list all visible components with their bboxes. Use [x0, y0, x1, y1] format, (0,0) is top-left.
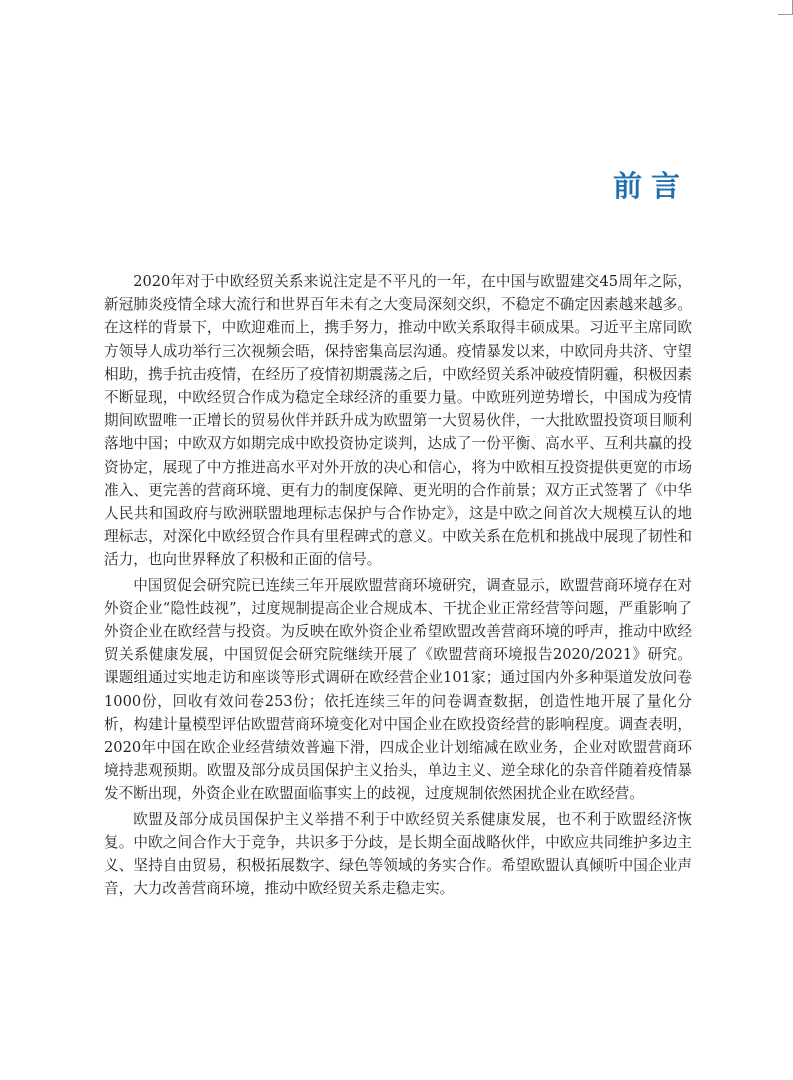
paragraph-2: 中国贸促会研究院已连续三年开展欧盟营商环境研究，调查显示，欧盟营商环境存在对外资企业“隐性歧视”，过度规制提高企业合规成本、干扰企业正常经营等问题，严重影响了外资企业在欧经营与投资。为反映在欧外资企业希望欧盟改善营商环境的呼声，推动中欧经贸关系健康发展，中国贸促会研究院继续开展了《欧盟营商环境报告2020/2021》研究。课题组通过实地走访和座谈等形式调研在欧经营企业101家；通过国内外多种渠道发放问卷1000份，回收有效问卷253份；依托连续三年的问卷调查数据，创造性地开展了量化分析，构建计量模型评估欧盟营商环境变化对中国企业在欧投资经营的影响程度。调查表明，2020年中国在欧企业经营绩效普遍下滑，四成企业计划缩减在欧业务，企业对欧盟营商环境持悲观预期。欧盟及部分成员国保护主义抬头，单边主义、逆全球化的杂音伴随着疫情暴发不断出现，外资企业在欧盟面临事实上的歧视，过度规制依然困扰企业在欧经营。 [104, 576, 692, 803]
page-title: 前言 [612, 169, 689, 203]
paragraph-3: 欧盟及部分成员国保护主义举措不利于中欧经贸关系健康发展，也不利于欧盟经济恢复。中欧之间合作大于竞争，共识多于分歧，是长期全面战略伙伴，中欧应共同维护多边主义、坚持自由贸易，积极拓展数字、绿色等领域的务实合作。希望欧盟认真倾听中国企业声音，大力改善营商环境，推动中欧经贸关系走稳走实。 [104, 810, 692, 898]
paragraph-1: 2020年对于中欧经贸关系来说注定是不平凡的一年，在中国与欧盟建交45周年之际，新冠肺炎疫情全球大流行和世界百年未有之大变局深刻交织，不稳定不确定因素越来越多。在这样的背景下，中欧迎难而上，携手努力，推动中欧关系取得丰硕成果。习近平主席同欧方领导人成功举行三次视频会晤，保持密集高层沟通。疫情暴发以来，中欧同舟共济、守望相助，携手抗击疫情，在经历了疫情初期震荡之后，中欧经贸关系冲破疫情阴霾，积极因素不断显现，中欧经贸合作成为稳定全球经济的重要力量。中欧班列逆势增长，中国成为疫情期间欧盟唯一正增长的贸易伙伴并跃升成为欧盟第一大贸易伙伴，一大批欧盟投资项目顺利落地中国；中欧双方如期完成中欧投资协定谈判，达成了一份平衡、高水平、互利共赢的投资协定，展现了中方推进高水平对外开放的决心和信心，将为中欧相互投资提供更宽的市场准入、更完善的营商环境、更有力的制度保障、更光明的合作前景；双方正式签署了《中华人民共和国政府与欧洲联盟地理标志保护与合作协定》，这是中欧之间首次大规模互认的地理标志，对深化中欧经贸合作具有里程碑式的意义。中欧关系在危机和挑战中展现了韧性和活力，也向世界释放了积极和正面的信号。 [104, 273, 692, 569]
crop-mark [778, 0, 793, 15]
body-text [104, 270, 692, 902]
